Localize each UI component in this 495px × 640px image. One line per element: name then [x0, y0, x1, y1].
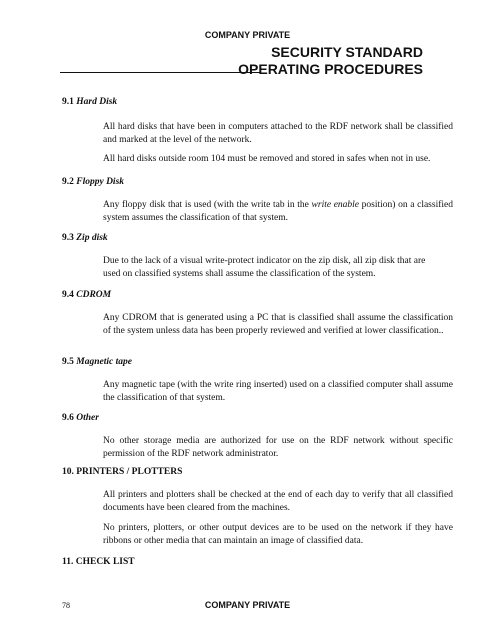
section-title: PRINTERS / PLOTTERS [76, 467, 183, 477]
section-heading-10 [62, 467, 182, 477]
paragraph: Any CDROM that is generated using a PC that is classified shall assume the classification of the system unless data has been properly reviewed and verified at lower classification.. [103, 313, 453, 336]
section-title: Hard Disk [76, 97, 118, 107]
section-title: Magnetic tape [76, 357, 132, 367]
section-title: CHECK LIST [75, 557, 135, 567]
section-heading-9-2 [62, 177, 124, 187]
section-title: Floppy Disk [76, 177, 125, 187]
section-heading-9-1 [62, 97, 117, 107]
header-company-private: COMPANY PRIVATE [204, 30, 291, 40]
paragraph: All printers and plotters shall be checked at the end of each day to verify that all classified documents have been cleared from the machines. [103, 490, 453, 513]
paragraph: No other storage media are authorized for use on the RDF network without specific permission of the RDF network administrator. [103, 436, 453, 459]
header-title-line2: OPERATING PROCEDURES [238, 61, 423, 77]
paragraph: No printers, plotters, or other output devices are to be used on the network if they have ribbons or other media that can maintain an image of classified data. [103, 523, 453, 546]
section-number: 9.3 [62, 233, 74, 243]
section-number: 9.6 [62, 413, 74, 423]
section-heading-9-3 [62, 233, 108, 243]
section-title: Other [76, 413, 99, 423]
paragraph: Due to the lack of a visual write-protect indicator on the zip disk, all zip disk that are used on classified systems shall assume the classification of the system. [103, 256, 426, 279]
section-number: 10. [62, 467, 74, 477]
section-number: 9.4 [62, 290, 74, 300]
header-rule [60, 72, 260, 73]
section-number: 9.1 [62, 97, 74, 107]
section-heading-9-6 [62, 413, 99, 423]
footer-company-private: COMPANY PRIVATE [204, 600, 291, 610]
paragraph: Any magnetic tape (with the write ring inserted) used on a classified computer shall assume the classification of that system. [103, 380, 453, 403]
paragraph: All hard disks outside room 104 must be removed and stored in safes when not in use. [103, 154, 431, 164]
section-heading-11 [62, 557, 135, 567]
section-number: 11. [62, 557, 74, 567]
section-title: Zip disk [76, 233, 108, 243]
section-number: 9.5 [62, 357, 74, 367]
section-number: 9.2 [62, 177, 74, 187]
section-title: CDROM [76, 290, 112, 300]
paragraph: Any floppy disk that is used (with the write tab in the write enable position) on a classified system assumes the classification of that system. [103, 200, 453, 223]
page-number: 78 [62, 601, 70, 610]
header-title-line1: SECURITY STANDARD [271, 44, 423, 60]
paragraph: All hard disks that have been in computers attached to the RDF network shall be classified and marked at the level of the network. [103, 122, 453, 145]
section-heading-9-4 [62, 290, 111, 300]
section-heading-9-5 [62, 357, 132, 367]
